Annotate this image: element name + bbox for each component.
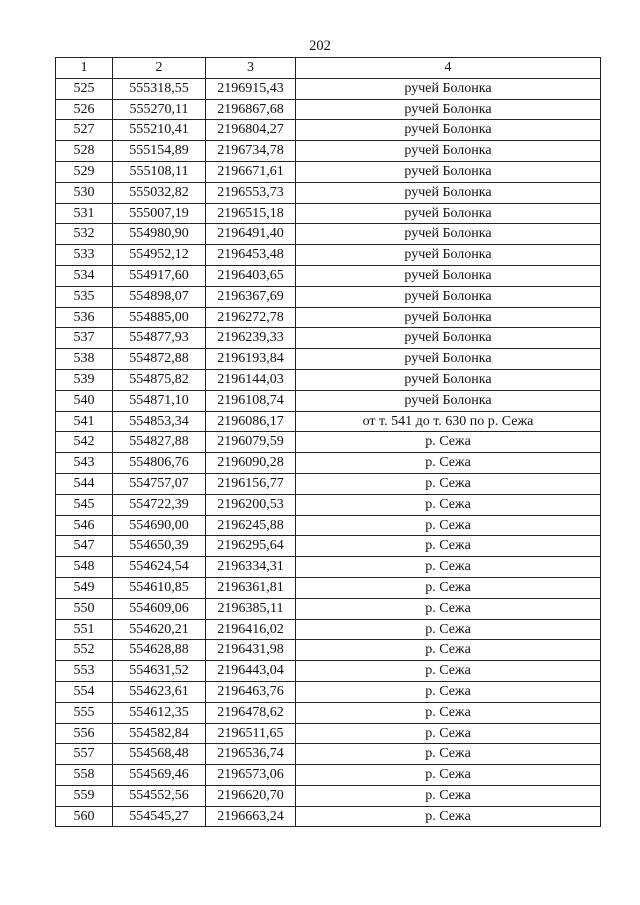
table-row xyxy=(56,286,601,307)
y-coordinate-cell: 2196156,77 xyxy=(206,473,296,494)
point-number-cell: 553 xyxy=(56,661,113,682)
x-coordinate-cell: 555318,55 xyxy=(113,78,206,99)
description-cell: р. Сежа xyxy=(296,577,601,598)
table-row xyxy=(56,411,601,432)
description-cell: р. Сежа xyxy=(296,702,601,723)
y-coordinate-cell: 2196272,78 xyxy=(206,307,296,328)
table-row xyxy=(56,141,601,162)
y-coordinate-cell: 2196553,73 xyxy=(206,182,296,203)
table-row xyxy=(56,515,601,536)
table-row xyxy=(56,640,601,661)
description-cell: ручей Болонка xyxy=(296,120,601,141)
x-coordinate-cell: 554980,90 xyxy=(113,224,206,245)
description-cell: р. Сежа xyxy=(296,432,601,453)
y-coordinate-cell: 2196193,84 xyxy=(206,349,296,370)
description-cell: ручей Болонка xyxy=(296,224,601,245)
point-number-cell: 527 xyxy=(56,120,113,141)
table-row xyxy=(56,182,601,203)
y-coordinate-cell: 2196090,28 xyxy=(206,453,296,474)
description-cell: ручей Болонка xyxy=(296,349,601,370)
x-coordinate-cell: 555154,89 xyxy=(113,141,206,162)
point-number-cell: 528 xyxy=(56,141,113,162)
x-coordinate-cell: 554623,61 xyxy=(113,681,206,702)
x-coordinate-cell: 554552,56 xyxy=(113,785,206,806)
table-header-row xyxy=(56,58,601,79)
point-number-cell: 557 xyxy=(56,744,113,765)
x-coordinate-cell: 554569,46 xyxy=(113,765,206,786)
table-row xyxy=(56,161,601,182)
table-row xyxy=(56,744,601,765)
x-coordinate-cell: 554610,85 xyxy=(113,577,206,598)
point-number-cell: 547 xyxy=(56,536,113,557)
column-header-2: 2 xyxy=(113,58,206,79)
y-coordinate-cell: 2196239,33 xyxy=(206,328,296,349)
description-cell: ручей Болонка xyxy=(296,203,601,224)
x-coordinate-cell: 554545,27 xyxy=(113,806,206,827)
table-row xyxy=(56,432,601,453)
x-coordinate-cell: 554650,39 xyxy=(113,536,206,557)
description-cell: от т. 541 до т. 630 по р. Сежа xyxy=(296,411,601,432)
table-row xyxy=(56,224,601,245)
description-cell: р. Сежа xyxy=(296,765,601,786)
description-cell: р. Сежа xyxy=(296,473,601,494)
y-coordinate-cell: 2196663,24 xyxy=(206,806,296,827)
table-row xyxy=(56,390,601,411)
x-coordinate-cell: 555032,82 xyxy=(113,182,206,203)
point-number-cell: 548 xyxy=(56,557,113,578)
y-coordinate-cell: 2196200,53 xyxy=(206,494,296,515)
description-cell: р. Сежа xyxy=(296,723,601,744)
description-cell: ручей Болонка xyxy=(296,161,601,182)
x-coordinate-cell: 554628,88 xyxy=(113,640,206,661)
y-coordinate-cell: 2196361,81 xyxy=(206,577,296,598)
point-number-cell: 555 xyxy=(56,702,113,723)
point-number-cell: 541 xyxy=(56,411,113,432)
y-coordinate-cell: 2196385,11 xyxy=(206,598,296,619)
table-row xyxy=(56,577,601,598)
description-cell: ручей Болонка xyxy=(296,328,601,349)
coordinates-table xyxy=(55,57,601,827)
x-coordinate-cell: 554872,88 xyxy=(113,349,206,370)
table-row xyxy=(56,473,601,494)
description-cell: р. Сежа xyxy=(296,536,601,557)
y-coordinate-cell: 2196416,02 xyxy=(206,619,296,640)
point-number-cell: 535 xyxy=(56,286,113,307)
x-coordinate-cell: 555210,41 xyxy=(113,120,206,141)
column-header-4: 4 xyxy=(296,58,601,79)
point-number-cell: 540 xyxy=(56,390,113,411)
y-coordinate-cell: 2196536,74 xyxy=(206,744,296,765)
point-number-cell: 532 xyxy=(56,224,113,245)
table-row xyxy=(56,598,601,619)
column-header-1: 1 xyxy=(56,58,113,79)
description-cell: р. Сежа xyxy=(296,681,601,702)
table-row xyxy=(56,328,601,349)
description-cell: р. Сежа xyxy=(296,640,601,661)
point-number-cell: 556 xyxy=(56,723,113,744)
x-coordinate-cell: 554877,93 xyxy=(113,328,206,349)
y-coordinate-cell: 2196620,70 xyxy=(206,785,296,806)
description-cell: р. Сежа xyxy=(296,515,601,536)
x-coordinate-cell: 554620,21 xyxy=(113,619,206,640)
y-coordinate-cell: 2196245,88 xyxy=(206,515,296,536)
description-cell: р. Сежа xyxy=(296,661,601,682)
x-coordinate-cell: 554871,10 xyxy=(113,390,206,411)
table-row xyxy=(56,245,601,266)
point-number-cell: 538 xyxy=(56,349,113,370)
y-coordinate-cell: 2196671,61 xyxy=(206,161,296,182)
description-cell: р. Сежа xyxy=(296,494,601,515)
table-row xyxy=(56,806,601,827)
x-coordinate-cell: 554827,88 xyxy=(113,432,206,453)
point-number-cell: 545 xyxy=(56,494,113,515)
x-coordinate-cell: 554885,00 xyxy=(113,307,206,328)
point-number-cell: 539 xyxy=(56,369,113,390)
x-coordinate-cell: 554952,12 xyxy=(113,245,206,266)
x-coordinate-cell: 554609,06 xyxy=(113,598,206,619)
page-number: 202 xyxy=(309,38,331,54)
point-number-cell: 525 xyxy=(56,78,113,99)
point-number-cell: 542 xyxy=(56,432,113,453)
y-coordinate-cell: 2196443,04 xyxy=(206,661,296,682)
description-cell: ручей Болонка xyxy=(296,182,601,203)
point-number-cell: 551 xyxy=(56,619,113,640)
point-number-cell: 550 xyxy=(56,598,113,619)
x-coordinate-cell: 554898,07 xyxy=(113,286,206,307)
description-cell: р. Сежа xyxy=(296,806,601,827)
x-coordinate-cell: 554722,39 xyxy=(113,494,206,515)
point-number-cell: 529 xyxy=(56,161,113,182)
point-number-cell: 537 xyxy=(56,328,113,349)
x-coordinate-cell: 554853,34 xyxy=(113,411,206,432)
y-coordinate-cell: 2196511,65 xyxy=(206,723,296,744)
table-row xyxy=(56,265,601,286)
table-body xyxy=(56,78,601,827)
point-number-cell: 530 xyxy=(56,182,113,203)
x-coordinate-cell: 554757,07 xyxy=(113,473,206,494)
description-cell: р. Сежа xyxy=(296,744,601,765)
point-number-cell: 549 xyxy=(56,577,113,598)
point-number-cell: 544 xyxy=(56,473,113,494)
description-cell: ручей Болонка xyxy=(296,307,601,328)
y-coordinate-cell: 2196573,06 xyxy=(206,765,296,786)
y-coordinate-cell: 2196867,68 xyxy=(206,99,296,120)
y-coordinate-cell: 2196915,43 xyxy=(206,78,296,99)
point-number-cell: 533 xyxy=(56,245,113,266)
point-number-cell: 534 xyxy=(56,265,113,286)
y-coordinate-cell: 2196463,76 xyxy=(206,681,296,702)
table-row xyxy=(56,661,601,682)
y-coordinate-cell: 2196431,98 xyxy=(206,640,296,661)
description-cell: ручей Болонка xyxy=(296,99,601,120)
table-row xyxy=(56,307,601,328)
x-coordinate-cell: 554875,82 xyxy=(113,369,206,390)
description-cell: р. Сежа xyxy=(296,785,601,806)
point-number-cell: 536 xyxy=(56,307,113,328)
description-cell: ручей Болонка xyxy=(296,78,601,99)
description-cell: р. Сежа xyxy=(296,598,601,619)
y-coordinate-cell: 2196108,74 xyxy=(206,390,296,411)
y-coordinate-cell: 2196453,48 xyxy=(206,245,296,266)
x-coordinate-cell: 554690,00 xyxy=(113,515,206,536)
column-header-3: 3 xyxy=(206,58,296,79)
table-row xyxy=(56,765,601,786)
x-coordinate-cell: 554806,76 xyxy=(113,453,206,474)
y-coordinate-cell: 2196491,40 xyxy=(206,224,296,245)
x-coordinate-cell: 554568,48 xyxy=(113,744,206,765)
x-coordinate-cell: 554624,54 xyxy=(113,557,206,578)
y-coordinate-cell: 2196086,17 xyxy=(206,411,296,432)
point-number-cell: 531 xyxy=(56,203,113,224)
x-coordinate-cell: 554917,60 xyxy=(113,265,206,286)
x-coordinate-cell: 554612,35 xyxy=(113,702,206,723)
description-cell: ручей Болонка xyxy=(296,369,601,390)
description-cell: ручей Болонка xyxy=(296,286,601,307)
point-number-cell: 526 xyxy=(56,99,113,120)
description-cell: ручей Болонка xyxy=(296,141,601,162)
description-cell: ручей Болонка xyxy=(296,245,601,266)
table-row xyxy=(56,785,601,806)
table-row xyxy=(56,619,601,640)
table-row xyxy=(56,557,601,578)
table-row xyxy=(56,702,601,723)
x-coordinate-cell: 555007,19 xyxy=(113,203,206,224)
x-coordinate-cell: 554631,52 xyxy=(113,661,206,682)
y-coordinate-cell: 2196515,18 xyxy=(206,203,296,224)
point-number-cell: 559 xyxy=(56,785,113,806)
table-row xyxy=(56,120,601,141)
table-row xyxy=(56,78,601,99)
y-coordinate-cell: 2196079,59 xyxy=(206,432,296,453)
description-cell: р. Сежа xyxy=(296,619,601,640)
y-coordinate-cell: 2196295,64 xyxy=(206,536,296,557)
y-coordinate-cell: 2196367,69 xyxy=(206,286,296,307)
point-number-cell: 554 xyxy=(56,681,113,702)
y-coordinate-cell: 2196734,78 xyxy=(206,141,296,162)
y-coordinate-cell: 2196804,27 xyxy=(206,120,296,141)
y-coordinate-cell: 2196144,03 xyxy=(206,369,296,390)
point-number-cell: 558 xyxy=(56,765,113,786)
table-row xyxy=(56,349,601,370)
table-row xyxy=(56,681,601,702)
x-coordinate-cell: 555108,11 xyxy=(113,161,206,182)
y-coordinate-cell: 2196403,65 xyxy=(206,265,296,286)
y-coordinate-cell: 2196478,62 xyxy=(206,702,296,723)
point-number-cell: 552 xyxy=(56,640,113,661)
table-row xyxy=(56,536,601,557)
table-row xyxy=(56,369,601,390)
y-coordinate-cell: 2196334,31 xyxy=(206,557,296,578)
description-cell: р. Сежа xyxy=(296,453,601,474)
point-number-cell: 560 xyxy=(56,806,113,827)
description-cell: ручей Болонка xyxy=(296,390,601,411)
point-number-cell: 543 xyxy=(56,453,113,474)
x-coordinate-cell: 555270,11 xyxy=(113,99,206,120)
table-row xyxy=(56,99,601,120)
table-row xyxy=(56,203,601,224)
point-number-cell: 546 xyxy=(56,515,113,536)
description-cell: р. Сежа xyxy=(296,557,601,578)
table-row xyxy=(56,723,601,744)
table-row xyxy=(56,453,601,474)
x-coordinate-cell: 554582,84 xyxy=(113,723,206,744)
description-cell: ручей Болонка xyxy=(296,265,601,286)
table-row xyxy=(56,494,601,515)
